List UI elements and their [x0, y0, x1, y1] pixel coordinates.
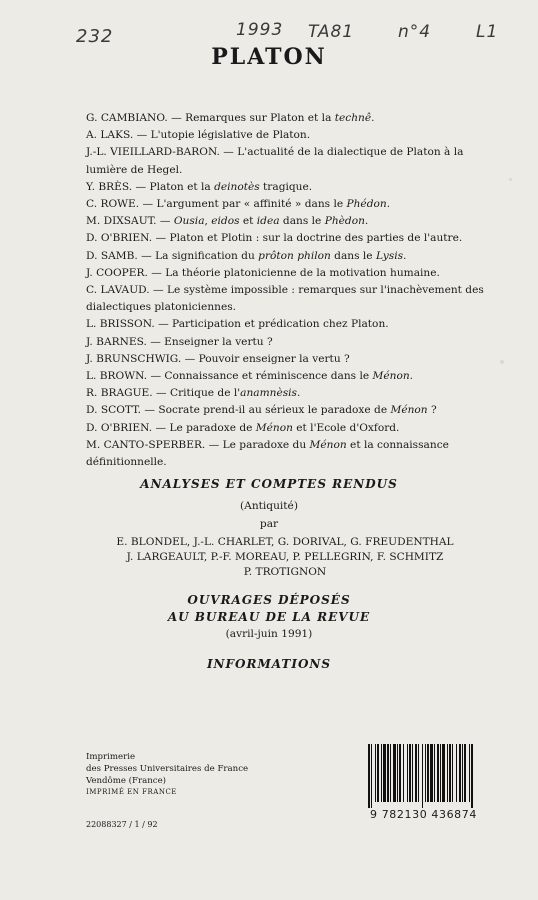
barcode-bar — [387, 744, 389, 802]
contributors-line: E. BLONDEL, J.-L. CHARLET, G. DORIVAL, G. FREUDENTHAL — [116, 536, 454, 548]
barcode-bar — [368, 744, 370, 808]
entry-title: L'utopie législative de Platon. — [150, 129, 311, 142]
analyses-by: par — [259, 518, 279, 530]
barcode-bar — [403, 744, 404, 802]
entry-separator: — — [219, 146, 238, 159]
entry-separator: — — [141, 404, 159, 417]
barcode-bar — [464, 744, 466, 802]
barcode-bar — [437, 744, 439, 802]
entry-title: Participation et prédication chez Platon. — [172, 318, 389, 331]
contributors-line: P. TROTIGNON — [243, 566, 327, 578]
entry-title: L'actualité de la dialectique de Platon à la lumière de Hegel. — [86, 146, 464, 176]
contents-entry — [86, 196, 500, 213]
barcode-bar — [418, 744, 419, 802]
entry-title: Pouvoir enseigner la vertu ? — [198, 352, 350, 365]
contents-entry — [86, 265, 500, 282]
entry-title: Connaissance et réminiscence dans le Ménon. — [164, 370, 414, 383]
entry-author: J. BRUNSCHWIG. — [86, 352, 182, 365]
contents-entry — [86, 368, 500, 385]
entry-author: J. BARNES. — [86, 335, 147, 348]
entry-title: Le système impossible : remarques sur l'inachèvement des dialectiques platoniciennes. — [86, 284, 484, 314]
page-title: PLATON — [211, 44, 327, 70]
contributors-line: J. LARGEAULT, P.-F. MOREAU, P. PELLEGRIN, F. SCHMITZ — [126, 551, 444, 563]
contents-entry — [86, 420, 500, 437]
barcode-bar — [383, 744, 386, 802]
entry-separator: — — [152, 387, 170, 400]
entry-title: Socrate prend-il au sérieux le paradoxe de Ménon ? — [158, 404, 437, 417]
entry-author: D. SCOTT. — [86, 404, 142, 417]
barcode-bar — [371, 744, 372, 808]
barcode-bar — [422, 744, 423, 808]
entry-title: Ousia, eidos et idea dans le Phèdon. — [173, 215, 369, 228]
barcode-bar — [409, 744, 411, 802]
entry-author: C. ROWE. — [86, 198, 140, 211]
contents-entry — [86, 437, 500, 471]
entry-separator: — — [149, 284, 167, 297]
barcode-bar — [471, 744, 473, 808]
contents-entry — [86, 385, 500, 402]
entry-separator: — — [152, 232, 170, 245]
contents-entry — [86, 127, 500, 144]
barcode-bar — [377, 744, 379, 802]
contents-entry — [86, 213, 500, 230]
barcode-graphic — [366, 744, 516, 808]
entry-author: R. BRAGUE. — [86, 387, 153, 400]
barcode-bar — [415, 744, 417, 802]
contents-entry — [86, 144, 500, 178]
barcode-bar — [427, 744, 429, 802]
ouvrages-dates: (avril-juin 1991) — [225, 628, 313, 640]
barcode-bar — [397, 744, 398, 802]
barcode-bar — [375, 744, 376, 802]
barcode-bar — [390, 744, 391, 802]
entry-title: La théorie platonicienne de la motivation humaine. — [165, 266, 440, 279]
entry-author: J.-L. VIEILLARD-BARON. — [86, 146, 220, 159]
paper-spot — [509, 178, 512, 181]
informations-heading: INFORMATIONS — [206, 657, 332, 671]
entry-title: La signification du prôton philon dans le Lysis. — [155, 249, 407, 262]
entry-separator: — — [181, 352, 199, 365]
contents-entry — [86, 230, 500, 247]
barcode-bar — [381, 744, 382, 802]
contents-entry — [86, 402, 500, 419]
entry-author: M. DIXSAUT. — [86, 215, 157, 228]
entry-title: Le paradoxe du Ménon et la connaissance définitionnelle. — [86, 438, 449, 469]
entry-author: A. LAKS. — [86, 129, 134, 142]
barcode-bar — [452, 744, 453, 802]
barcode-bar — [407, 744, 408, 802]
printer-line: IMPRIMÉ EN FRANCE — [86, 788, 177, 797]
entry-author: L. BROWN. — [86, 370, 148, 383]
entry-author: M. CANTO-SPERBER. — [86, 438, 206, 451]
entry-separator: — — [167, 112, 186, 124]
entry-separator: — — [139, 198, 157, 211]
handwritten-note: n°4 — [398, 22, 432, 42]
entry-author: L. BRISSON. — [86, 318, 155, 331]
entry-title: L'argument par « affinité » dans le Phédon. — [156, 198, 391, 211]
ouvrages-heading-line2: AU BUREAU DE LA REVUE — [167, 610, 371, 624]
entry-title: Remarques sur Platon et la technê. — [185, 112, 375, 124]
printer-line: des Presses Universitaires de France — [86, 763, 249, 774]
analyses-heading: ANALYSES ET COMPTES RENDUS — [140, 477, 398, 491]
entry-author: J. COOPER. — [86, 266, 148, 279]
entry-author: Y. BRÈS. — [86, 180, 133, 193]
contents-entry — [86, 248, 500, 265]
contents-entry — [86, 316, 500, 333]
barcode-bar — [442, 744, 445, 802]
entry-separator: — — [205, 438, 223, 451]
entry-separator: — — [132, 180, 150, 193]
barcode-bar — [440, 744, 441, 802]
barcode-bar — [425, 744, 426, 802]
analyses-period: (Antiquité) — [240, 500, 298, 512]
entry-title: Platon et Plotin : sur la doctrine des parties de l'autre. — [169, 232, 463, 245]
barcode-bar — [399, 744, 401, 802]
contributors-list — [95, 535, 475, 580]
barcode-bar — [449, 744, 451, 802]
entry-separator: — — [156, 215, 174, 228]
handwritten-note: L1 — [476, 22, 499, 42]
barcode-bar — [462, 744, 463, 802]
entry-author: C. LAVAUD. — [86, 284, 150, 297]
handwritten-note: 232 — [76, 26, 114, 47]
handwritten-note: TA81 — [308, 22, 355, 42]
barcode-bar — [447, 744, 448, 802]
contents-entry — [86, 351, 500, 368]
ouvrages-heading-line1: OUVRAGES DÉPOSÉS — [187, 593, 351, 607]
entry-separator: — — [154, 318, 173, 331]
entry-separator: — — [152, 421, 170, 434]
entry-separator: — — [137, 249, 156, 262]
contents-entry — [86, 110, 500, 127]
contents-entry — [86, 282, 500, 316]
contents-entry — [86, 179, 500, 196]
barcode-bar — [430, 744, 433, 802]
printer-line: Vendôme (France) — [86, 775, 167, 786]
barcode-bar — [412, 744, 413, 802]
handwritten-note: 1993 — [236, 20, 284, 40]
barcode-bar — [459, 744, 461, 802]
entry-separator: — — [147, 266, 166, 279]
barcode-bar — [434, 744, 435, 802]
catalog-number: 22088327 / 1 / 92 — [86, 820, 158, 829]
entry-title: Platon et la deinotès tragique. — [149, 180, 313, 193]
barcode-bar — [469, 744, 470, 802]
printer-imprint — [86, 752, 248, 799]
entry-author: D. O'BRIEN. — [86, 232, 153, 245]
entry-title: Critique de l'anamnèsis. — [169, 387, 301, 400]
entry-separator: — — [147, 370, 165, 383]
paper-spot — [500, 360, 504, 364]
barcode-bar — [393, 744, 396, 802]
printer-line: Imprimerie — [86, 752, 136, 762]
contents-entry — [86, 334, 500, 351]
entry-author: D. O'BRIEN. — [86, 421, 153, 434]
entry-author: G. CAMBIANO. — [86, 112, 168, 124]
entry-separator: — — [146, 335, 165, 348]
entry-separator: — — [133, 129, 151, 142]
barcode-bar — [456, 744, 457, 802]
table-of-contents — [86, 110, 500, 471]
isbn-number: 9 782130 436874 — [370, 808, 477, 821]
entry-title: Le paradoxe de Ménon et l'Ecole d'Oxford. — [169, 421, 400, 434]
entry-author: D. SAMB. — [86, 249, 138, 262]
entry-title: Enseigner la vertu ? — [164, 335, 273, 348]
